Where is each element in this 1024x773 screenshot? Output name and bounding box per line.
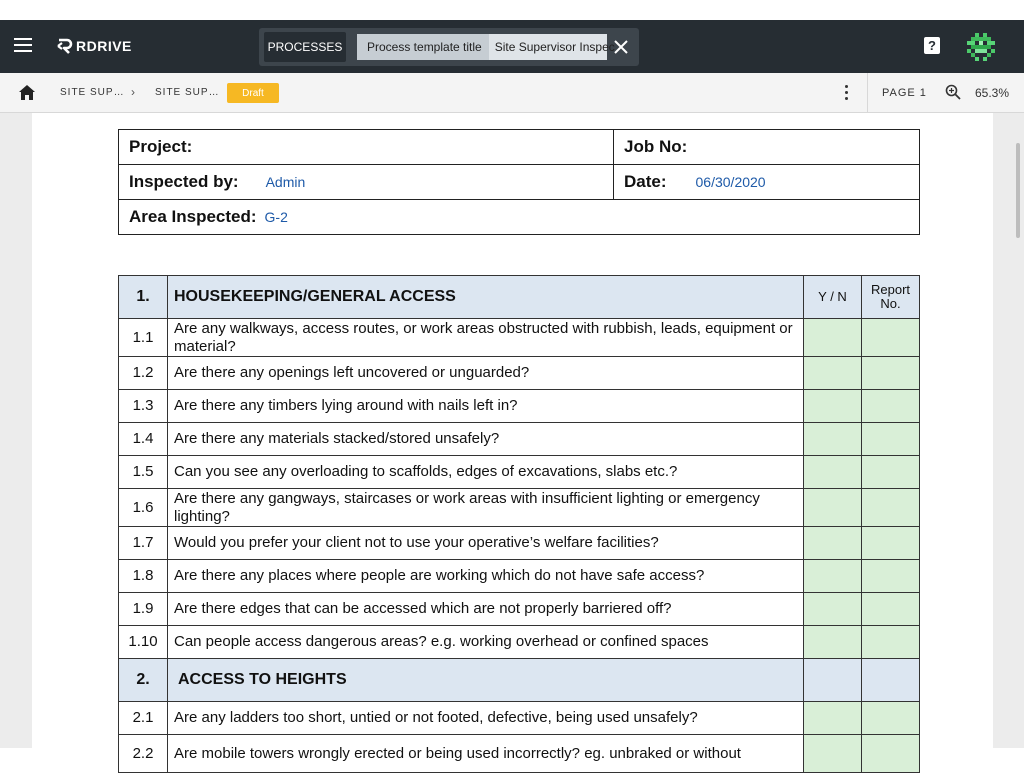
yn-input-cell[interactable]	[804, 390, 862, 423]
app-logo[interactable]	[56, 36, 132, 56]
breadcrumb-item[interactable]: SITE SUP…	[60, 87, 125, 98]
hamburger-menu-icon[interactable]	[14, 38, 32, 54]
project-label: Project:	[129, 137, 193, 156]
item-question: Are there any materials stacked/stored unsafely?	[168, 423, 804, 456]
yn-input-cell[interactable]	[804, 423, 862, 456]
app-name: RDRIVE	[76, 38, 132, 54]
inspected-by-cell[interactable]	[119, 165, 614, 200]
report-no-input-cell[interactable]	[862, 357, 920, 390]
yn-column-header	[804, 659, 862, 702]
yn-input-cell[interactable]	[804, 319, 862, 357]
user-avatar[interactable]	[967, 31, 995, 61]
area-inspected-value: G-2	[264, 209, 288, 225]
item-number: 1.3	[119, 390, 168, 423]
report-column-header: Report No.	[862, 276, 920, 319]
breadcrumb-toolbar	[0, 73, 1024, 113]
table-row	[119, 489, 920, 527]
app-header	[0, 20, 1024, 73]
yn-input-cell[interactable]	[804, 626, 862, 659]
area-inspected-label: Area Inspected:	[129, 207, 257, 226]
breadcrumb-item[interactable]: SITE SUP…	[155, 87, 220, 98]
table-row	[119, 390, 920, 423]
item-question: Can you see any overloading to scaffolds, edges of excavations, slabs etc.?	[168, 456, 804, 489]
item-number: 2.1	[119, 702, 168, 735]
report-column-header	[862, 659, 920, 702]
yn-input-cell[interactable]	[804, 560, 862, 593]
item-number: 1.9	[119, 593, 168, 626]
document-viewer[interactable]	[0, 113, 1024, 762]
table-row	[119, 423, 920, 456]
report-no-input-cell[interactable]	[862, 527, 920, 560]
item-question: Would you prefer your client not to use your operative’s welfare facilities?	[168, 527, 804, 560]
report-no-input-cell[interactable]	[862, 560, 920, 593]
home-icon[interactable]	[18, 84, 36, 101]
report-no-input-cell[interactable]	[862, 390, 920, 423]
item-question: Are there edges that can be accessed which are not properly barriered off?	[168, 593, 804, 626]
table-row	[119, 702, 920, 735]
yn-input-cell[interactable]	[804, 702, 862, 735]
report-no-input-cell[interactable]	[862, 593, 920, 626]
report-no-input-cell[interactable]	[862, 319, 920, 357]
yn-input-cell[interactable]	[804, 489, 862, 527]
report-no-input-cell[interactable]	[862, 423, 920, 456]
zoom-icon[interactable]	[945, 84, 961, 100]
job-no-cell[interactable]	[614, 130, 920, 165]
processes-tab[interactable]: PROCESSES	[264, 32, 346, 62]
table-row	[119, 319, 920, 357]
item-number: 1.8	[119, 560, 168, 593]
item-number: 1.4	[119, 423, 168, 456]
item-question: Can people access dangerous areas? e.g. working overhead or confined spaces	[168, 626, 804, 659]
table-row	[119, 456, 920, 489]
item-number: 2.2	[119, 735, 168, 773]
item-number: 1.6	[119, 489, 168, 527]
date-label: Date:	[624, 172, 667, 191]
item-question: Are mobile towers wrongly erected or being used incorrectly? eg. unbraked or without	[168, 735, 804, 773]
item-number: 1.1	[119, 319, 168, 357]
project-cell[interactable]	[119, 130, 614, 165]
table-row	[119, 357, 920, 390]
report-no-input-cell[interactable]	[862, 735, 920, 773]
item-number: 1.2	[119, 357, 168, 390]
table-row	[119, 593, 920, 626]
item-number: 1.5	[119, 456, 168, 489]
item-number: 1.10	[119, 626, 168, 659]
inspected-by-value: Admin	[265, 174, 306, 190]
report-no-input-cell[interactable]	[862, 626, 920, 659]
item-question: Are any ladders too short, untied or not footed, defective, being used unsafely?	[168, 702, 804, 735]
more-options-icon[interactable]	[843, 85, 849, 101]
section-header-row	[119, 659, 920, 702]
process-tab-bar	[259, 28, 639, 66]
breadcrumb-separator: ›	[131, 85, 135, 99]
zoom-level[interactable]: 65.3%	[975, 86, 1010, 100]
rdrive-logo-icon	[56, 37, 74, 55]
item-question: Are there any places where people are working which do not have safe access?	[168, 560, 804, 593]
yn-input-cell[interactable]	[804, 593, 862, 626]
document-page	[32, 113, 993, 762]
vertical-scrollbar[interactable]	[1016, 143, 1020, 238]
close-icon[interactable]	[611, 37, 631, 57]
job-no-label: Job No:	[624, 137, 688, 156]
inspected-by-label: Inspected by:	[129, 172, 239, 191]
date-value: 06/30/2020	[695, 174, 766, 190]
report-no-input-cell[interactable]	[862, 702, 920, 735]
section-title: HOUSEKEEPING/GENERAL ACCESS	[168, 276, 804, 319]
section-number: 1.	[119, 276, 168, 319]
yn-input-cell[interactable]	[804, 527, 862, 560]
report-no-input-cell[interactable]	[862, 489, 920, 527]
process-template-title: Process template title	[357, 34, 489, 60]
inspection-header-form	[118, 129, 920, 235]
section-number: 2.	[119, 659, 168, 702]
process-instance-title: Site Supervisor Inspec	[494, 40, 615, 54]
inspection-checklist	[118, 275, 920, 773]
area-inspected-cell[interactable]	[119, 200, 920, 235]
yn-input-cell[interactable]	[804, 456, 862, 489]
toolbar-divider	[867, 73, 868, 113]
item-question: Are there any timbers lying around with nails left in?	[168, 390, 804, 423]
date-cell[interactable]	[614, 165, 920, 200]
item-question: Are any walkways, access routes, or work areas obstructed with rubbish, leads, equipment or material?	[168, 319, 804, 357]
section-title: ACCESS TO HEIGHTS	[168, 659, 804, 702]
table-row	[119, 735, 920, 773]
status-badge: Draft	[227, 83, 279, 103]
item-question: Are there any openings left uncovered or unguarded?	[168, 357, 804, 390]
yn-input-cell[interactable]	[804, 357, 862, 390]
open-process-chip[interactable]	[357, 34, 615, 60]
table-row	[119, 626, 920, 659]
item-number: 1.7	[119, 527, 168, 560]
help-icon[interactable]: ?	[924, 37, 940, 54]
section-header-row	[119, 276, 920, 319]
page-indicator[interactable]: PAGE 1	[882, 87, 927, 99]
report-no-input-cell[interactable]	[862, 456, 920, 489]
table-row	[119, 560, 920, 593]
yn-column-header: Y / N	[804, 276, 862, 319]
item-question: Are there any gangways, staircases or work areas with insufficient lighting or emergency lighting?	[168, 489, 804, 527]
yn-input-cell[interactable]	[804, 735, 862, 773]
table-row	[119, 527, 920, 560]
